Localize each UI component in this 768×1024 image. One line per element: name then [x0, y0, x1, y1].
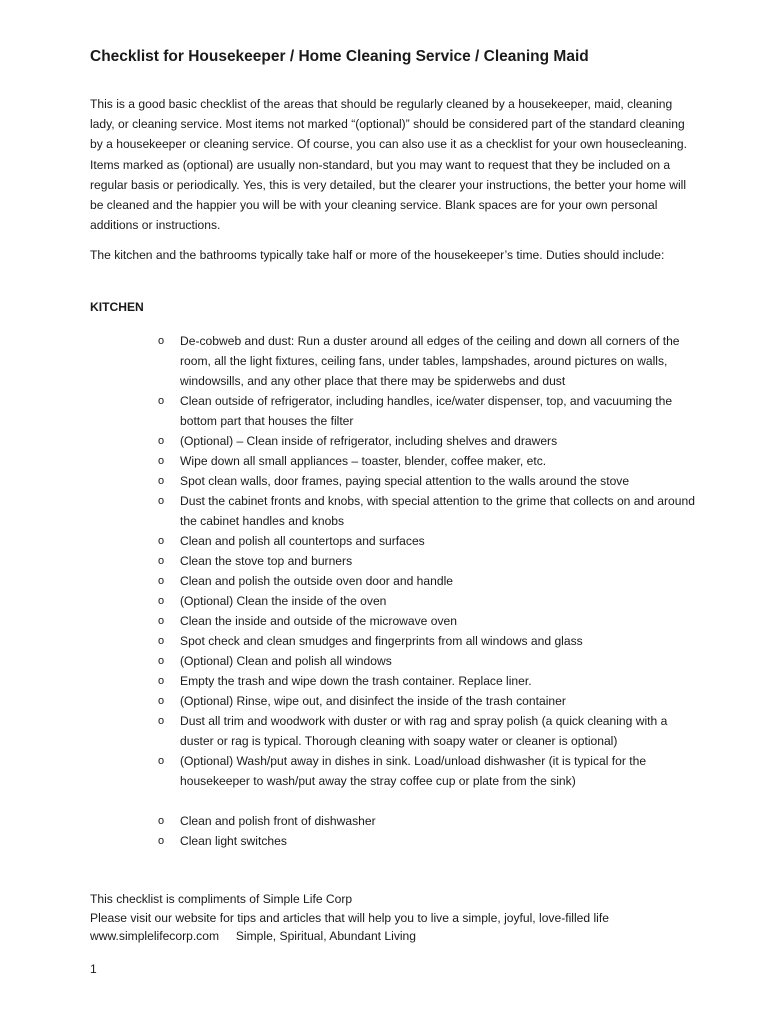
checklist-item: [158, 691, 698, 711]
checklist-item-text: (Optional) Rinse, wipe out, and disinfect the inside of the trash container: [180, 694, 566, 708]
checklist-item: [158, 451, 698, 471]
document-title: Checklist for Housekeeper / Home Cleaning Service / Cleaning Maid: [90, 48, 589, 65]
checklist-item-text: Spot clean walls, door frames, paying special attention to the walls around the stove: [180, 474, 630, 488]
bullet-icon: o: [158, 675, 165, 687]
checklist-item: [158, 711, 698, 751]
checklist-item-text: Wipe down all small appliances – toaster, blender, coffee maker, etc.: [180, 454, 547, 468]
checklist-item: [158, 331, 698, 391]
kitchen-intro-paragraph: The kitchen and the bathrooms typically take half or more of the housekeeper’s time. Duties should include:: [90, 248, 665, 262]
bullet-icon: o: [158, 395, 165, 407]
checklist-item: [158, 471, 698, 491]
bullet-icon: o: [158, 755, 165, 767]
footer: [90, 890, 710, 946]
checklist-item-text: (Optional) – Clean inside of refrigerator, including shelves and drawers: [180, 434, 558, 448]
checklist-item-text: Dust all trim and woodwork with duster or with rag and spray polish (a quick cleaning with a duster or rag is typical. Thorough cleaning with soapy water or cleaner is optional): [180, 714, 668, 748]
bullet-icon: o: [158, 555, 165, 567]
bullet-icon: o: [158, 495, 165, 507]
checklist-item: [158, 611, 698, 631]
intro-paragraph: This is a good basic checklist of the areas that should be regularly cleaned by a housekeeper, maid, cleaning lady, or cleaning service. Most items not marked “(optional)” should be considered part of the standard cleaning by a housekeeper or cleaning service. Of course, you can also use it as a checklist for your own housecleaning. Items marked as (optional) are usually non-standard, but you may want to request that they be included on a regular basis or periodically. Yes, this is very detailed, but the clearer your instructions, the better your home will be cleaned and the happier you will be with your cleaning service. Blank spaces are for your own personal additions or instructions.: [90, 97, 687, 233]
checklist-item: [158, 671, 698, 691]
checklist-item: [158, 531, 698, 551]
bullet-icon: o: [158, 455, 165, 467]
section-heading-kitchen: KITCHEN: [90, 300, 144, 314]
bullet-icon: o: [158, 535, 165, 547]
bullet-icon: o: [158, 475, 165, 487]
checklist-item-text: Dust the cabinet fronts and knobs, with special attention to the grime that collects on and around the cabinet handles and knobs: [180, 494, 695, 528]
page-number: 1: [90, 962, 97, 976]
checklist-item: [158, 591, 698, 611]
checklist-item-text: De-cobweb and dust: Run a duster around all edges of the ceiling and down all corners of the room, all the light fixtures, ceiling fans, under tables, lampshades, around pictures on walls, windowsills, and any other place that there may be spiderwebs and dust: [180, 334, 680, 388]
checklist-item-text: Clean the inside and outside of the microwave oven: [180, 614, 457, 628]
bullet-icon: o: [158, 335, 165, 347]
checklist-item-text: (Optional) Clean the inside of the oven: [180, 594, 387, 608]
kitchen-checklist: [158, 331, 698, 851]
checklist-item-text: Empty the trash and wipe down the trash container. Replace liner.: [180, 674, 532, 688]
checklist-item-text: Clean the stove top and burners: [180, 554, 353, 568]
checklist-item: [158, 751, 698, 791]
bullet-icon: o: [158, 835, 165, 847]
checklist-item: [158, 811, 698, 831]
bullet-icon: o: [158, 815, 165, 827]
bullet-icon: o: [158, 435, 165, 447]
checklist-item-text: Clean outside of refrigerator, including handles, ice/water dispenser, top, and vacuuming the bottom part that houses the filter: [180, 394, 673, 428]
checklist-item: [158, 831, 698, 851]
checklist-item: [158, 571, 698, 591]
bullet-icon: o: [158, 575, 165, 587]
bullet-icon: o: [158, 595, 165, 607]
checklist-item: [158, 551, 698, 571]
checklist-item: [158, 491, 698, 531]
checklist-item-text: Clean and polish front of dishwasher: [180, 814, 376, 828]
bullet-icon: o: [158, 635, 165, 647]
checklist-item: [158, 631, 698, 651]
footer-credit: This checklist is compliments of Simple Life Corp: [90, 892, 353, 906]
bullet-icon: o: [158, 615, 165, 627]
footer-website-note: Please visit our website for tips and articles that will help you to live a simple, joyful, love-filled life: [90, 910, 609, 925]
checklist-item-text: Clean and polish the outside oven door and handle: [180, 574, 453, 588]
checklist-item-text: Clean and polish all countertops and surfaces: [180, 534, 425, 548]
checklist-item-text: Spot check and clean smudges and fingerprints from all windows and glass: [180, 634, 583, 648]
bullet-icon: o: [158, 695, 165, 707]
checklist-item-text: (Optional) Wash/put away in dishes in sink. Load/unload dishwasher (it is typical for the housekeeper to wash/put away the stray coffee cup or plate from the sink): [180, 754, 647, 788]
checklist-item: [158, 391, 698, 431]
bullet-icon: o: [158, 655, 165, 667]
checklist-item: [158, 431, 698, 451]
footer-website-link: www.simplelifecorp.com Simple, Spiritual, Abundant Living: [90, 929, 417, 943]
checklist-item-text: (Optional) Clean and polish all windows: [180, 654, 392, 668]
checklist-item: [158, 651, 698, 671]
bullet-icon: o: [158, 715, 165, 727]
checklist-item-text: Clean light switches: [180, 834, 287, 848]
